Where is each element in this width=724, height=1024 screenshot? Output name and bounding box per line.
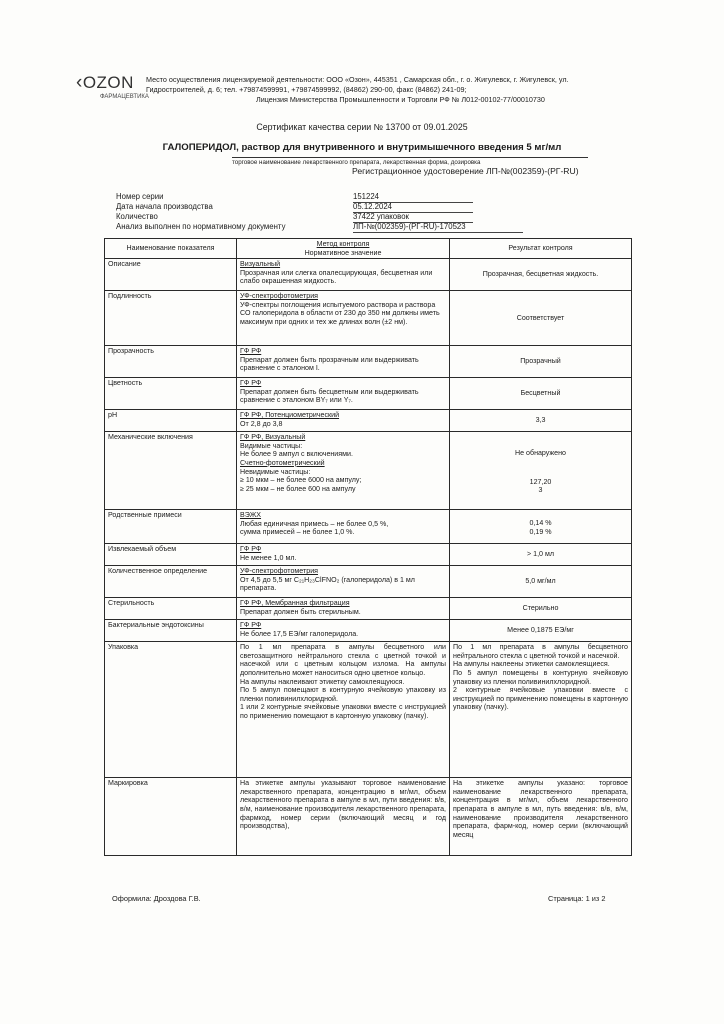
table-row [105, 566, 632, 598]
result: 5,0 мг/мл [450, 566, 632, 598]
method-norm [237, 566, 450, 598]
result: Бесцветный [450, 378, 632, 410]
result [450, 510, 632, 544]
page-number: Страница: 1 из 2 [548, 894, 606, 903]
norm: Любая единичная примесь – не более 0,5 %, [240, 519, 389, 528]
param-name: Механические включения [105, 432, 237, 510]
result: Прозрачная, бесцветная жидкость. [450, 259, 632, 291]
table-row [105, 778, 632, 856]
meta-value-quantity: 37422 упаковок [353, 212, 473, 223]
param-name: Извлекаемый объем [105, 544, 237, 566]
table-row [105, 642, 632, 778]
method-norm [237, 378, 450, 410]
table-row [105, 598, 632, 620]
method-norm [237, 642, 450, 778]
method: ГФ РФ, Потенциометрический [240, 411, 340, 420]
result: Стерильно [450, 598, 632, 620]
result-value: 2 контурные ячейковые упаковки вместе с инструкцией по применению помещены в картонную упаковку (пачку). [453, 686, 628, 712]
norm: Не более 17,5 ЕЭ/мг галоперидола. [240, 629, 359, 638]
norm: Не более 9 ампул с включениями. [240, 450, 353, 459]
header-method-norm [237, 239, 450, 259]
result: Менее 0,1875 ЕЭ/мг [450, 620, 632, 642]
table-row [105, 291, 632, 346]
method-norm [237, 510, 450, 544]
method: ГФ РФ [240, 347, 262, 356]
meta-label-quantity: Количество [116, 212, 158, 221]
method: ГФ РФ [240, 545, 262, 554]
company-logo: ‹OZON [76, 72, 134, 93]
method-norm [237, 259, 450, 291]
result-value: 3 [538, 486, 543, 495]
meta-value-series: 151224 [353, 192, 473, 203]
method-norm [237, 598, 450, 620]
product-title-caption: торговое наименование лекарственного препарата, лекарственная форма, дозировка [232, 157, 588, 166]
issued-by: Оформила: Дроздова Г.В. [112, 894, 201, 903]
table-row [105, 432, 632, 510]
param-name: Описание [105, 259, 237, 291]
param-name: Упаковка [105, 642, 237, 778]
table-row [105, 544, 632, 566]
header-param: Наименование показателя [105, 239, 237, 259]
header-method: Метод контроля [316, 240, 370, 248]
result: > 1,0 мл [450, 544, 632, 566]
method: ГФ РФ [240, 621, 262, 630]
norm: ≥ 25 мкм – не более 600 на ампулу [240, 484, 356, 493]
product-title: ГАЛОПЕРИДОЛ, раствор для внутривенного и внутримышечного введения 5 мг/мл [162, 142, 562, 153]
norm: Препарат должен быть бесцветным или выдерживать сравнение с эталоном BY₇ или Y₇. [240, 387, 419, 405]
norm: От 2,8 до 3,8 [240, 419, 283, 428]
norm: Видимые частицы: [240, 441, 303, 450]
param-name: Подлинность [105, 291, 237, 346]
meta-value-normative-doc: ЛП-№(002359)-(РГ-RU)-170523 [353, 222, 523, 233]
param-name: Бактериальные эндотоксины [105, 620, 237, 642]
meta-label-normative-doc: Анализ выполнен по нормативному документу [116, 222, 286, 231]
result: 3,3 [450, 410, 632, 432]
result: На этикетке ампулы указано: торговое наименование лекарственного препарата, концентрация в мг/мл, объем лекарственного препарата в ампуле в мл, путь введения: в/в, в/м, наименование производителя лекарственного препарата, фарм-код, номер серии (включающий месяц [450, 778, 632, 856]
method-norm [237, 291, 450, 346]
table-row [105, 259, 632, 291]
norm: Невидимые частицы: [240, 467, 311, 476]
method: УФ-спектрофотометрия [240, 292, 319, 301]
method: Визуальный [240, 260, 281, 269]
result-value: 0,19 % [529, 527, 552, 536]
result: Соответствует [450, 291, 632, 346]
param-name: Количественное определение [105, 566, 237, 598]
norm: По 1 мл препарата в ампулы бесцветного или светозащитного нейтрального стекла с цветной точкой и насечкой или с цветным кольцом излома. На ампулы дополнительно может наноситься одно цветное кольцо. [240, 643, 446, 677]
result-value: 0,14 % [529, 519, 552, 528]
method: ГФ РФ, Мембранная фильтрация [240, 599, 350, 608]
result-value: 127,20 [529, 477, 552, 486]
header-address-line-1: Место осуществления лицензируемой деятельности: ООО «Озон», 445351 , Самарская обл., г. о. Жигулевск, г. Жигулевск, ул. [146, 75, 569, 84]
norm: Не менее 1,0 мл. [240, 553, 297, 562]
param-name: Родственные примеси [105, 510, 237, 544]
meta-label-series: Номер серии [116, 192, 164, 201]
header-license-line: Лицензия Министерства Промышленности и Торговли РФ № Л012-00102-77/00010730 [256, 95, 545, 104]
method: ВЭЖХ [240, 511, 262, 520]
norm: 1 или 2 контурные ячейковые упаковки вместе с инструкцией по применению помещают в картонную упаковку (пачку). [240, 703, 446, 720]
norm: По 5 ампул помещают в контурную ячейковую упаковку из пленки поливинилхлоридной. [240, 686, 446, 703]
param-name: Стерильность [105, 598, 237, 620]
norm: На этикетке ампулы указывают торговое наименование лекарственного препарата, концентрацию в мг/мл, объем лекарственного препарата в ампуле в мл, пути введения: в/в, в/м, наименование производителя лекарственного препарата, фармкод, номер серии (включающий месяц и год производства), [237, 778, 450, 856]
table-header-row [105, 239, 632, 259]
result-value: Не обнаружено [515, 449, 566, 458]
method-norm [237, 432, 450, 510]
norm: Препарат должен быть стерильным. [240, 607, 361, 616]
table-row [105, 378, 632, 410]
method-norm [237, 410, 450, 432]
param-name: Маркировка [105, 778, 237, 856]
quality-spec-table [104, 238, 632, 856]
company-logo-subtitle: ФАРМАЦЕВТИКА [100, 94, 149, 100]
norm: ≥ 10 мкм – не более 6000 на ампулу; [240, 476, 362, 485]
method-norm [237, 544, 450, 566]
result-value: По 1 мл препарата в ампулы бесцветного нейтрального стекла с цветной точкой и насечкой. [453, 643, 628, 660]
header-result: Результат контроля [450, 239, 632, 259]
table-row [105, 620, 632, 642]
header-address-line-2: Гидростроителей, д. 6; тел. +79874599991, +79874599992, (84862) 290-00, факс (84862) 241-09; [146, 85, 467, 94]
result: Прозрачный [450, 346, 632, 378]
method-norm [237, 620, 450, 642]
method: ГФ РФ, Визуальный [240, 433, 306, 442]
method: ГФ РФ [240, 379, 262, 388]
table-row [105, 346, 632, 378]
certificate-title: Сертификат качества серии № 13700 от 09.01.2025 [256, 122, 468, 132]
table-row [105, 410, 632, 432]
result [450, 642, 632, 778]
result-value: По 5 ампул помещены в контурную ячейковую упаковку из пленки поливинилхлоридной. [453, 668, 628, 686]
table-row [105, 510, 632, 544]
meta-value-start-date: 05.12.2024 [353, 202, 473, 213]
meta-label-start-date: Дата начала производства [116, 202, 213, 211]
method: Счетно-фотометрический [240, 458, 325, 467]
norm: От 4,5 до 5,5 мг C₂₁H₂₃ClFNO₂ (галоперидола) в 1 мл препарата. [240, 575, 415, 593]
norm: сумма примесей – не более 1,0 %. [240, 528, 355, 537]
norm: УФ-спектры поглощения испытуемого раствора и раствора СО галоперидола в области от 230 до 350 нм должны иметь максимум при одних и тех же длинах волн (±2 нм). [240, 300, 440, 326]
result [450, 432, 632, 510]
norm: На ампулы наклеивают этикетку самоклеящуюся. [240, 677, 405, 686]
method: УФ-спектрофотометрия [240, 567, 319, 576]
method-norm [237, 346, 450, 378]
param-name: Прозрачность [105, 346, 237, 378]
header-norm: Нормативное значение [304, 248, 382, 257]
registration-number: Регистрационное удостоверение ЛП-№(002359)-(РГ-RU) [352, 166, 579, 176]
result-value: На ампулы наклеены этикетки самоклеящиеся. [453, 660, 610, 669]
param-name: pH [105, 410, 237, 432]
norm: Препарат должен быть прозрачным или выдерживать сравнение с эталоном I. [240, 355, 419, 373]
norm: Прозрачная или слегка опалесцирующая, бесцветная или слабо окрашенная жидкость. [240, 268, 433, 286]
param-name: Цветность [105, 378, 237, 410]
